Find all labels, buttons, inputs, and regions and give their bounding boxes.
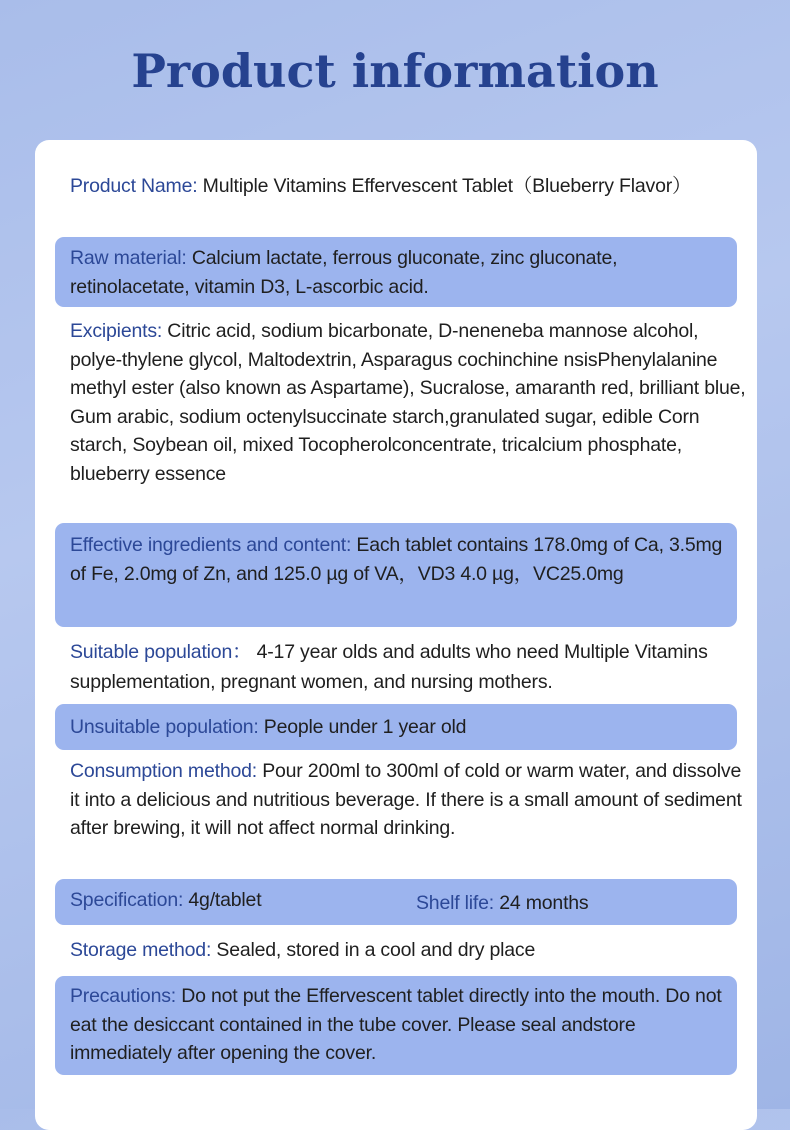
value: Sealed, stored in a cool and dry place [211, 939, 536, 961]
label: Product Name: [70, 175, 198, 197]
value: Each tablet contains 178.0mg of Ca, 3.5mg of Fe, 2.0mg of Zn, and 125.0 µg of VA，VD3 4.0 µg，VC25.0mg [70, 534, 723, 585]
label: Suitable population： [70, 641, 252, 663]
suitable-population [70, 637, 742, 697]
effective-ingredients [70, 531, 742, 588]
label: Storage method: [70, 939, 212, 961]
label: Shelf life: [416, 892, 495, 914]
raw-material [70, 244, 742, 301]
label: Raw material: [70, 247, 187, 269]
value: Citric acid, sodium bicarbonate, D-neneneba mannose alcohol, polye-thylene glycol, Maltodextrin, Asparagus cochinchine nsisPhenylalanine methyl ester (also known as Aspartame), Sucralose, amaranth red, brilliant blue, Gum arabic, sodium octenylsuccinate starch,granulated sugar, edible Corn starch, Soybean oil, mixed Tocopherolconcentrate, tricalcium phosphate, blueberry essence [70, 320, 746, 485]
value: Do not put the Effervescent tablet directly into the mouth. Do not eat the desiccant contained in the tube cover. Please seal andstore immediately after opening the cover. [70, 985, 722, 1064]
label: Precautions: [70, 985, 176, 1007]
specification [70, 886, 390, 915]
excipients [70, 317, 746, 488]
value: Pour 200ml to 300ml of cold or warm water, and dissolve it into a delicious and nutritious beverage. If there is a small amount of sediment after brewing, it will not affect normal drinking. [70, 760, 742, 839]
page-title: Product information [131, 44, 659, 98]
label: Unsuitable population: [70, 716, 259, 738]
shelf-life [416, 889, 716, 918]
label: Consumption method: [70, 760, 257, 782]
value: Multiple Vitamins Effervescent Tablet（Blueberry Flavor） [197, 175, 692, 197]
storage-method [70, 936, 742, 965]
value: 24 months [494, 892, 589, 914]
value: Calcium lactate, ferrous gluconate, zinc gluconate, retinolacetate, vitamin D3, L-ascorbic acid. [70, 247, 618, 298]
consumption-method [70, 757, 742, 843]
label: Excipients: [70, 320, 163, 342]
unsuitable-population [70, 713, 742, 742]
label: Specification: [70, 889, 184, 911]
product-name [70, 172, 742, 201]
value: 4-17 year olds and adults who need Multiple Vitamins supplementation, pregnant women, and nursing mothers. [70, 641, 708, 693]
value: 4g/tablet [183, 889, 262, 911]
label: Effective ingredients and content: [70, 534, 352, 556]
value: People under 1 year old [258, 716, 467, 738]
precautions [70, 982, 742, 1068]
